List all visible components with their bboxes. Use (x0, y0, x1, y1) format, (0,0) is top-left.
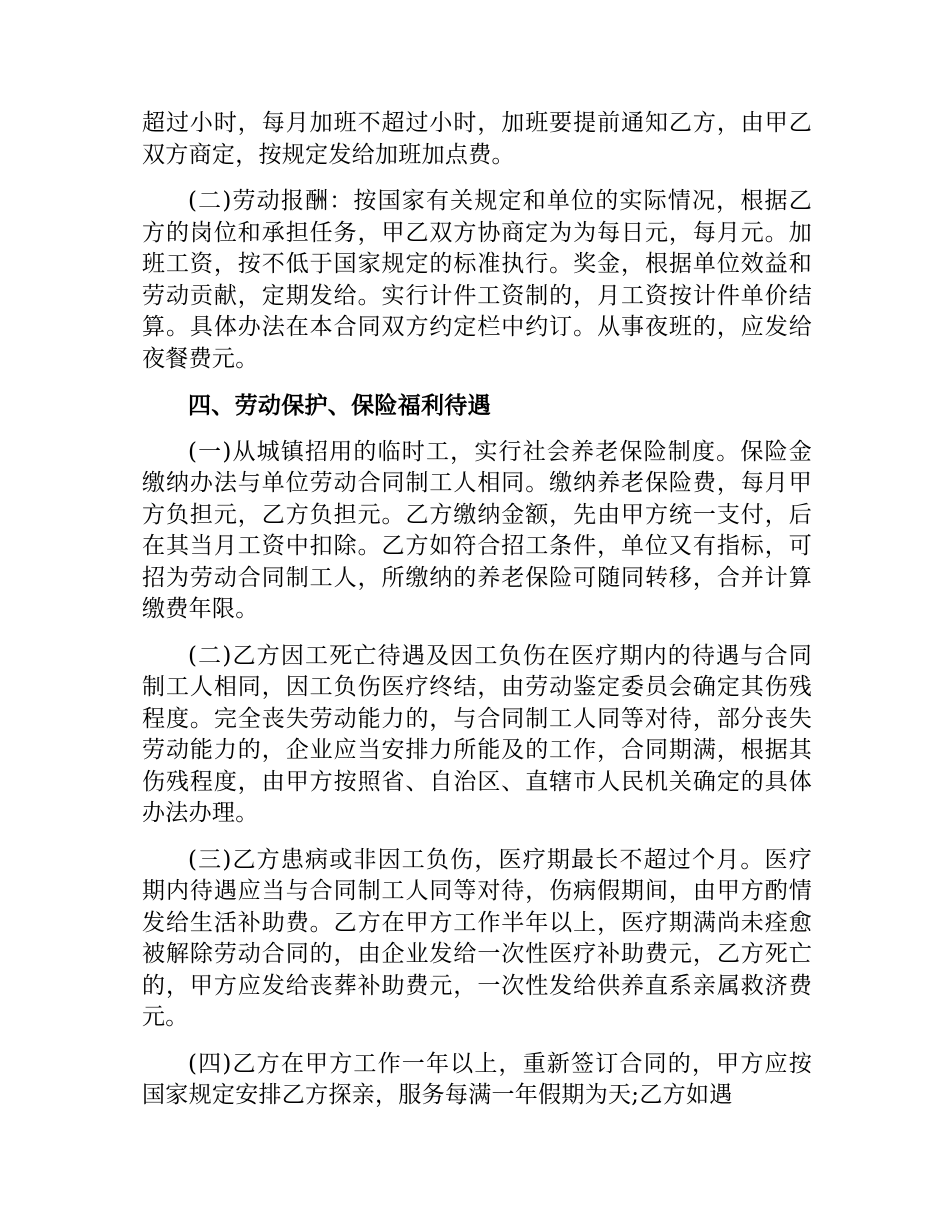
paragraph-pension-insurance: (一)从城镇招用的临时工，实行社会养老保险制度。保险金缴纳办法与单位劳动合同制工人相同。缴纳养老保险费，每月甲方负担元，乙方负担元。乙方缴纳金额，先由甲方统一支付，后在其当月工资中扣除。乙方如符合招工条件，单位又有指标，可招为劳动合同制工人，所缴纳的养老保险可随同转移，合并计算缴费年限。 (142, 438, 812, 622)
paragraph-labor-remuneration: (二)劳动报酬：按国家有关规定和单位的实际情况，根据乙方的岗位和承担任务，甲乙双方协商定为为每日元，每月元。加班工资，按不低于国家规定的标准执行。奖金，根据单位效益和劳动贡献，定期发给。实行计件工资制的，月工资按计件单价结算。具体办法在本合同双方约定栏中约订。从事夜班的，应发给夜餐费元。 (142, 188, 812, 372)
paragraph-sick-leave: (三)乙方患病或非因工负伤，医疗期最长不超过个月。医疗期内待遇应当与合同制工人同等对待，伤病假期间，由甲方酌情发给生活补助费。乙方在甲方工作半年以上，医疗期满尚未痊愈被解除劳动合同的，由企业发给一次性医疗补助费元，乙方死亡的，甲方应发给丧葬补助费元，一次性发给供养直系亲属救济费元。 (142, 846, 812, 1030)
document-page (142, 108, 812, 1127)
paragraph-overtime-continued: 超过小时，每月加班不超过小时，加班要提前通知乙方，由甲乙双方商定，按规定发给加班加点费。 (142, 110, 812, 168)
paragraph-home-leave: (四)乙方在甲方工作一年以上，重新签订合同的，甲方应按国家规定安排乙方探亲，服务每满一年假期为天;乙方如遇 (142, 1050, 812, 1108)
paragraph-work-injury: (二)乙方因工死亡待遇及因工负伤在医疗期内的待遇与合同制工人相同，因工负伤医疗终结，由劳动鉴定委员会确定其伤残程度。完全丧失劳动能力的，与合同制工人同等对待，部分丧失劳动能力的，企业应当安排力所能及的工作，合同期满，根据其伤残程度，由甲方按照省、自治区、直辖市人民机关确定的具体办法办理。 (142, 642, 812, 826)
section-heading-labor-protection: 四、劳动保护、保险福利待遇 (188, 392, 491, 419)
